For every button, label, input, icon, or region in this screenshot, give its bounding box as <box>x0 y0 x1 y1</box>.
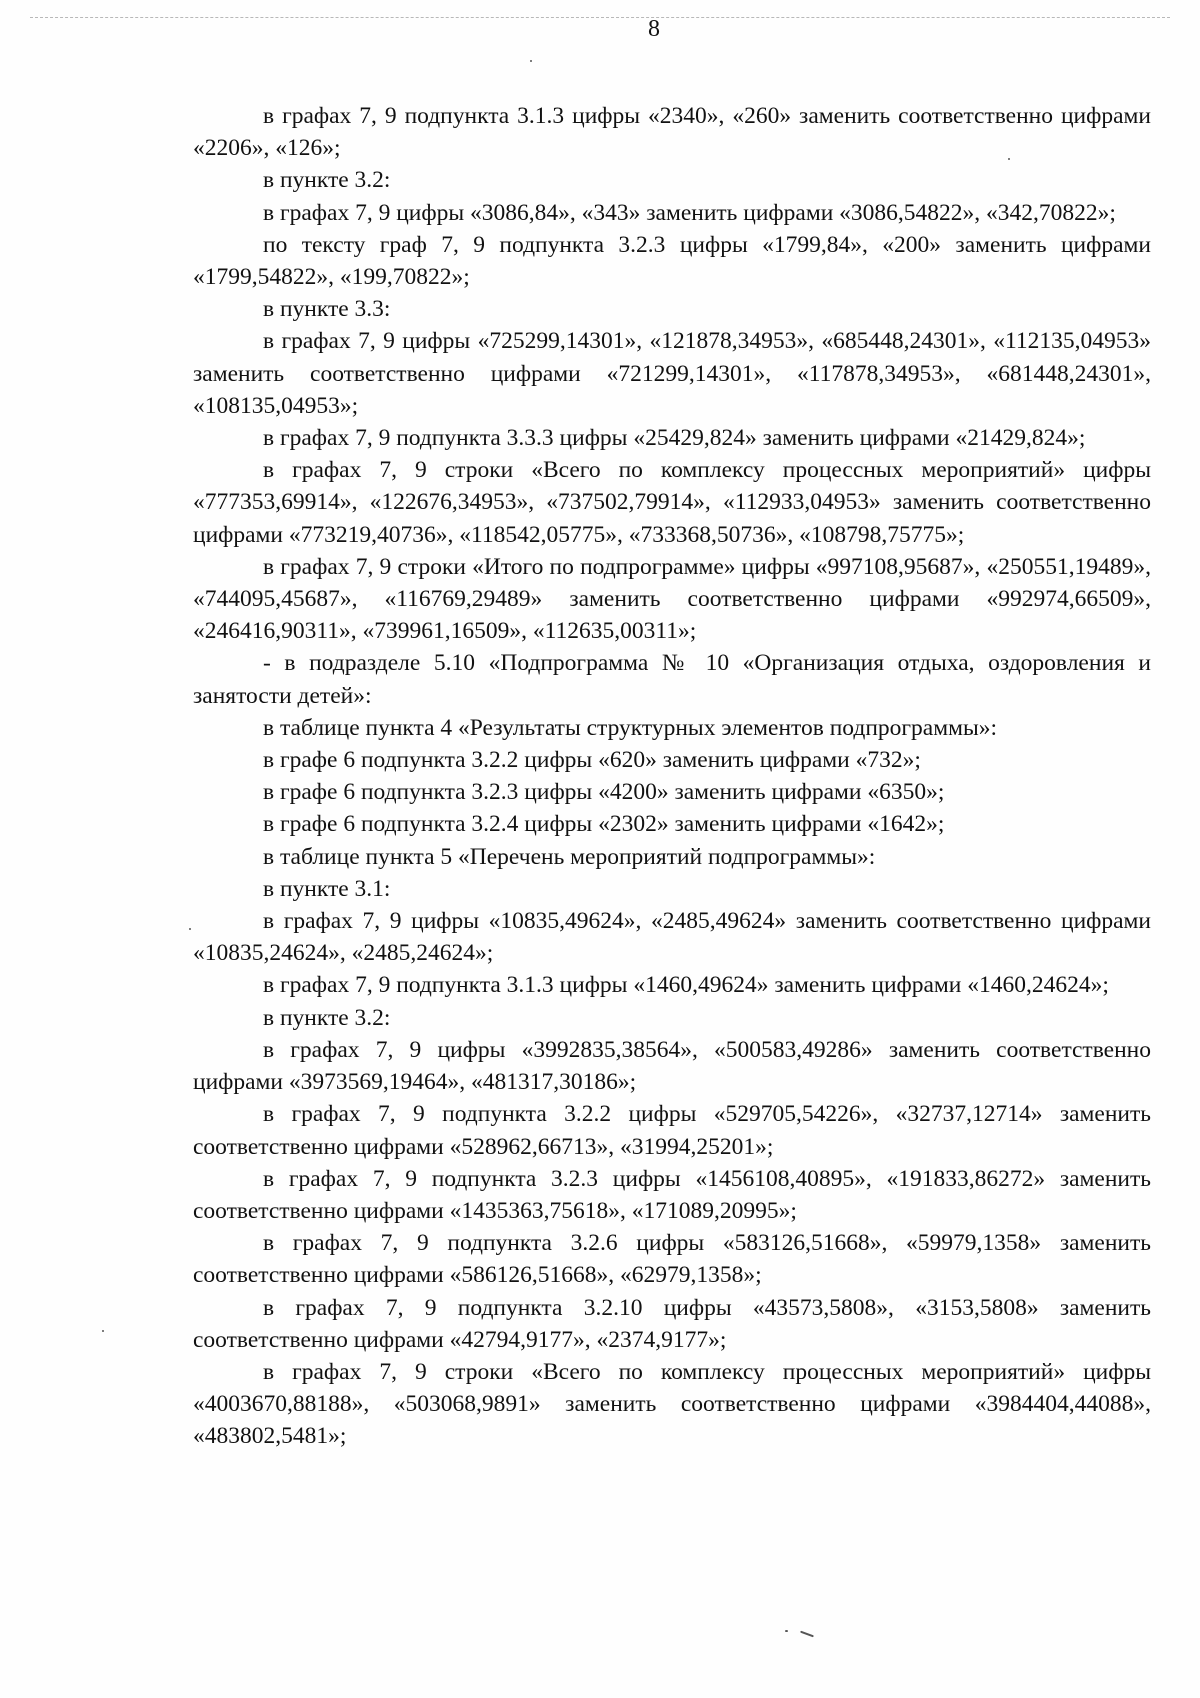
scan-speck <box>530 60 532 62</box>
document-body <box>193 100 1151 1453</box>
scan-speck <box>785 1630 788 1632</box>
paragraph: в пункте 3.2: <box>263 1004 391 1031</box>
paragraph: в пункте 3.1: <box>263 875 391 902</box>
paragraph: в графах 7, 9 строки «Итого по подпрограмме» цифры «997108,95687», «250551,19489», «744095,45687», «116769,29489» заменить соответственно цифрами «992974,66509», «246416,90311», «739961,16509», «112635,00311»; <box>193 553 1151 645</box>
paragraph: в графах 7, 9 подпункта 3.2.2 цифры «529705,54226», «32737,12714» заменить соответственно цифрами «528962,66713», «31994,25201»; <box>193 1101 1151 1160</box>
paragraph: в графе 6 подпункта 3.2.3 цифры «4200» заменить цифрами «6350»; <box>263 779 945 806</box>
paragraph: в графах 7, 9 подпункта 3.1.3 цифры «1460,49624» заменить цифрами «1460,24624»; <box>263 972 1109 999</box>
scan-speck <box>102 1330 104 1332</box>
paragraph: в графе 6 подпункта 3.2.4 цифры «2302» заменить цифрами «1642»; <box>263 811 945 838</box>
paragraph: по тексту граф 7, 9 подпункта 3.2.3 цифры «1799,84», «200» заменить цифрами «1799,54822», «199,70822»; <box>193 231 1151 291</box>
paragraph: в графах 7, 9 цифры «3086,84», «343» заменить цифрами «3086,54822», «342,70822»; <box>263 199 1116 226</box>
scan-speck <box>1008 158 1010 160</box>
scan-speck <box>189 928 191 930</box>
paragraph: в графах 7, 9 подпункта 3.2.10 цифры «43573,5808», «3153,5808» заменить соответственно цифрами «42794,9177», «2374,9177»; <box>193 1294 1151 1353</box>
paragraph: в графах 7, 9 подпункта 3.3.3 цифры «25429,824» заменить цифрами «21429,824»; <box>263 425 1086 452</box>
paragraph: в таблице пункта 5 «Перечень мероприятий подпрограммы»: <box>263 843 876 870</box>
paragraph: в графах 7, 9 цифры «725299,14301», «121878,34953», «685448,24301», «112135,04953» заменить соответственно цифрами «721299,14301», «117878,34953», «681448,24301», «108135,04953»; <box>193 328 1151 419</box>
paragraph: в графах 7, 9 строки «Всего по комплексу процессных мероприятий» цифры «777353,69914», «122676,34953», «737502,79914», «112933,04953» заменить соответственно цифрами «773219,40736», «118542,05775», «733368,50736», «108798,75775»; <box>193 457 1151 548</box>
paragraph: в графах 7, 9 подпункта 3.2.3 цифры «1456108,40895», «191833,86272» заменить соответственно цифрами «1435363,75618», «171089,20995»; <box>193 1165 1151 1224</box>
paragraph: в графах 7, 9 цифры «3992835,38564», «500583,49286» заменить соответственно цифрами «3973569,19464», «481317,30186»; <box>193 1036 1151 1096</box>
scan-speck <box>800 1631 814 1638</box>
paragraph: в графе 6 подпункта 3.2.2 цифры «620» заменить цифрами «732»; <box>263 747 921 774</box>
paragraph: в пункте 3.2: <box>263 167 391 194</box>
paragraph: в графах 7, 9 подпункта 3.1.3 цифры «2340», «260» заменить соответственно цифрами «2206», «126»; <box>193 103 1151 162</box>
paragraph: в графах 7, 9 подпункта 3.2.6 цифры «583126,51668», «59979,1358» заменить соответственно цифрами «586126,51668», «62979,1358»; <box>193 1230 1151 1289</box>
paragraph: - в подразделе 5.10 «Подпрограмма № 10 «Организация отдыха, оздоровления и занятости детей»: <box>193 650 1151 709</box>
paragraph: в пункте 3.3: <box>263 296 391 323</box>
page-number: 8 <box>648 16 660 42</box>
paragraph: в таблице пункта 4 «Результаты структурных элементов подпрограммы»: <box>263 714 998 741</box>
paragraph: в графах 7, 9 цифры «10835,49624», «2485,49624» заменить соответственно цифрами «10835,24624», «2485,24624»; <box>193 908 1151 967</box>
paragraph: в графах 7, 9 строки «Всего по комплексу процессных мероприятий» цифры «4003670,88188», «503068,9891» заменить соответственно цифрами «3984404,44088», «483802,5481»; <box>193 1358 1151 1450</box>
